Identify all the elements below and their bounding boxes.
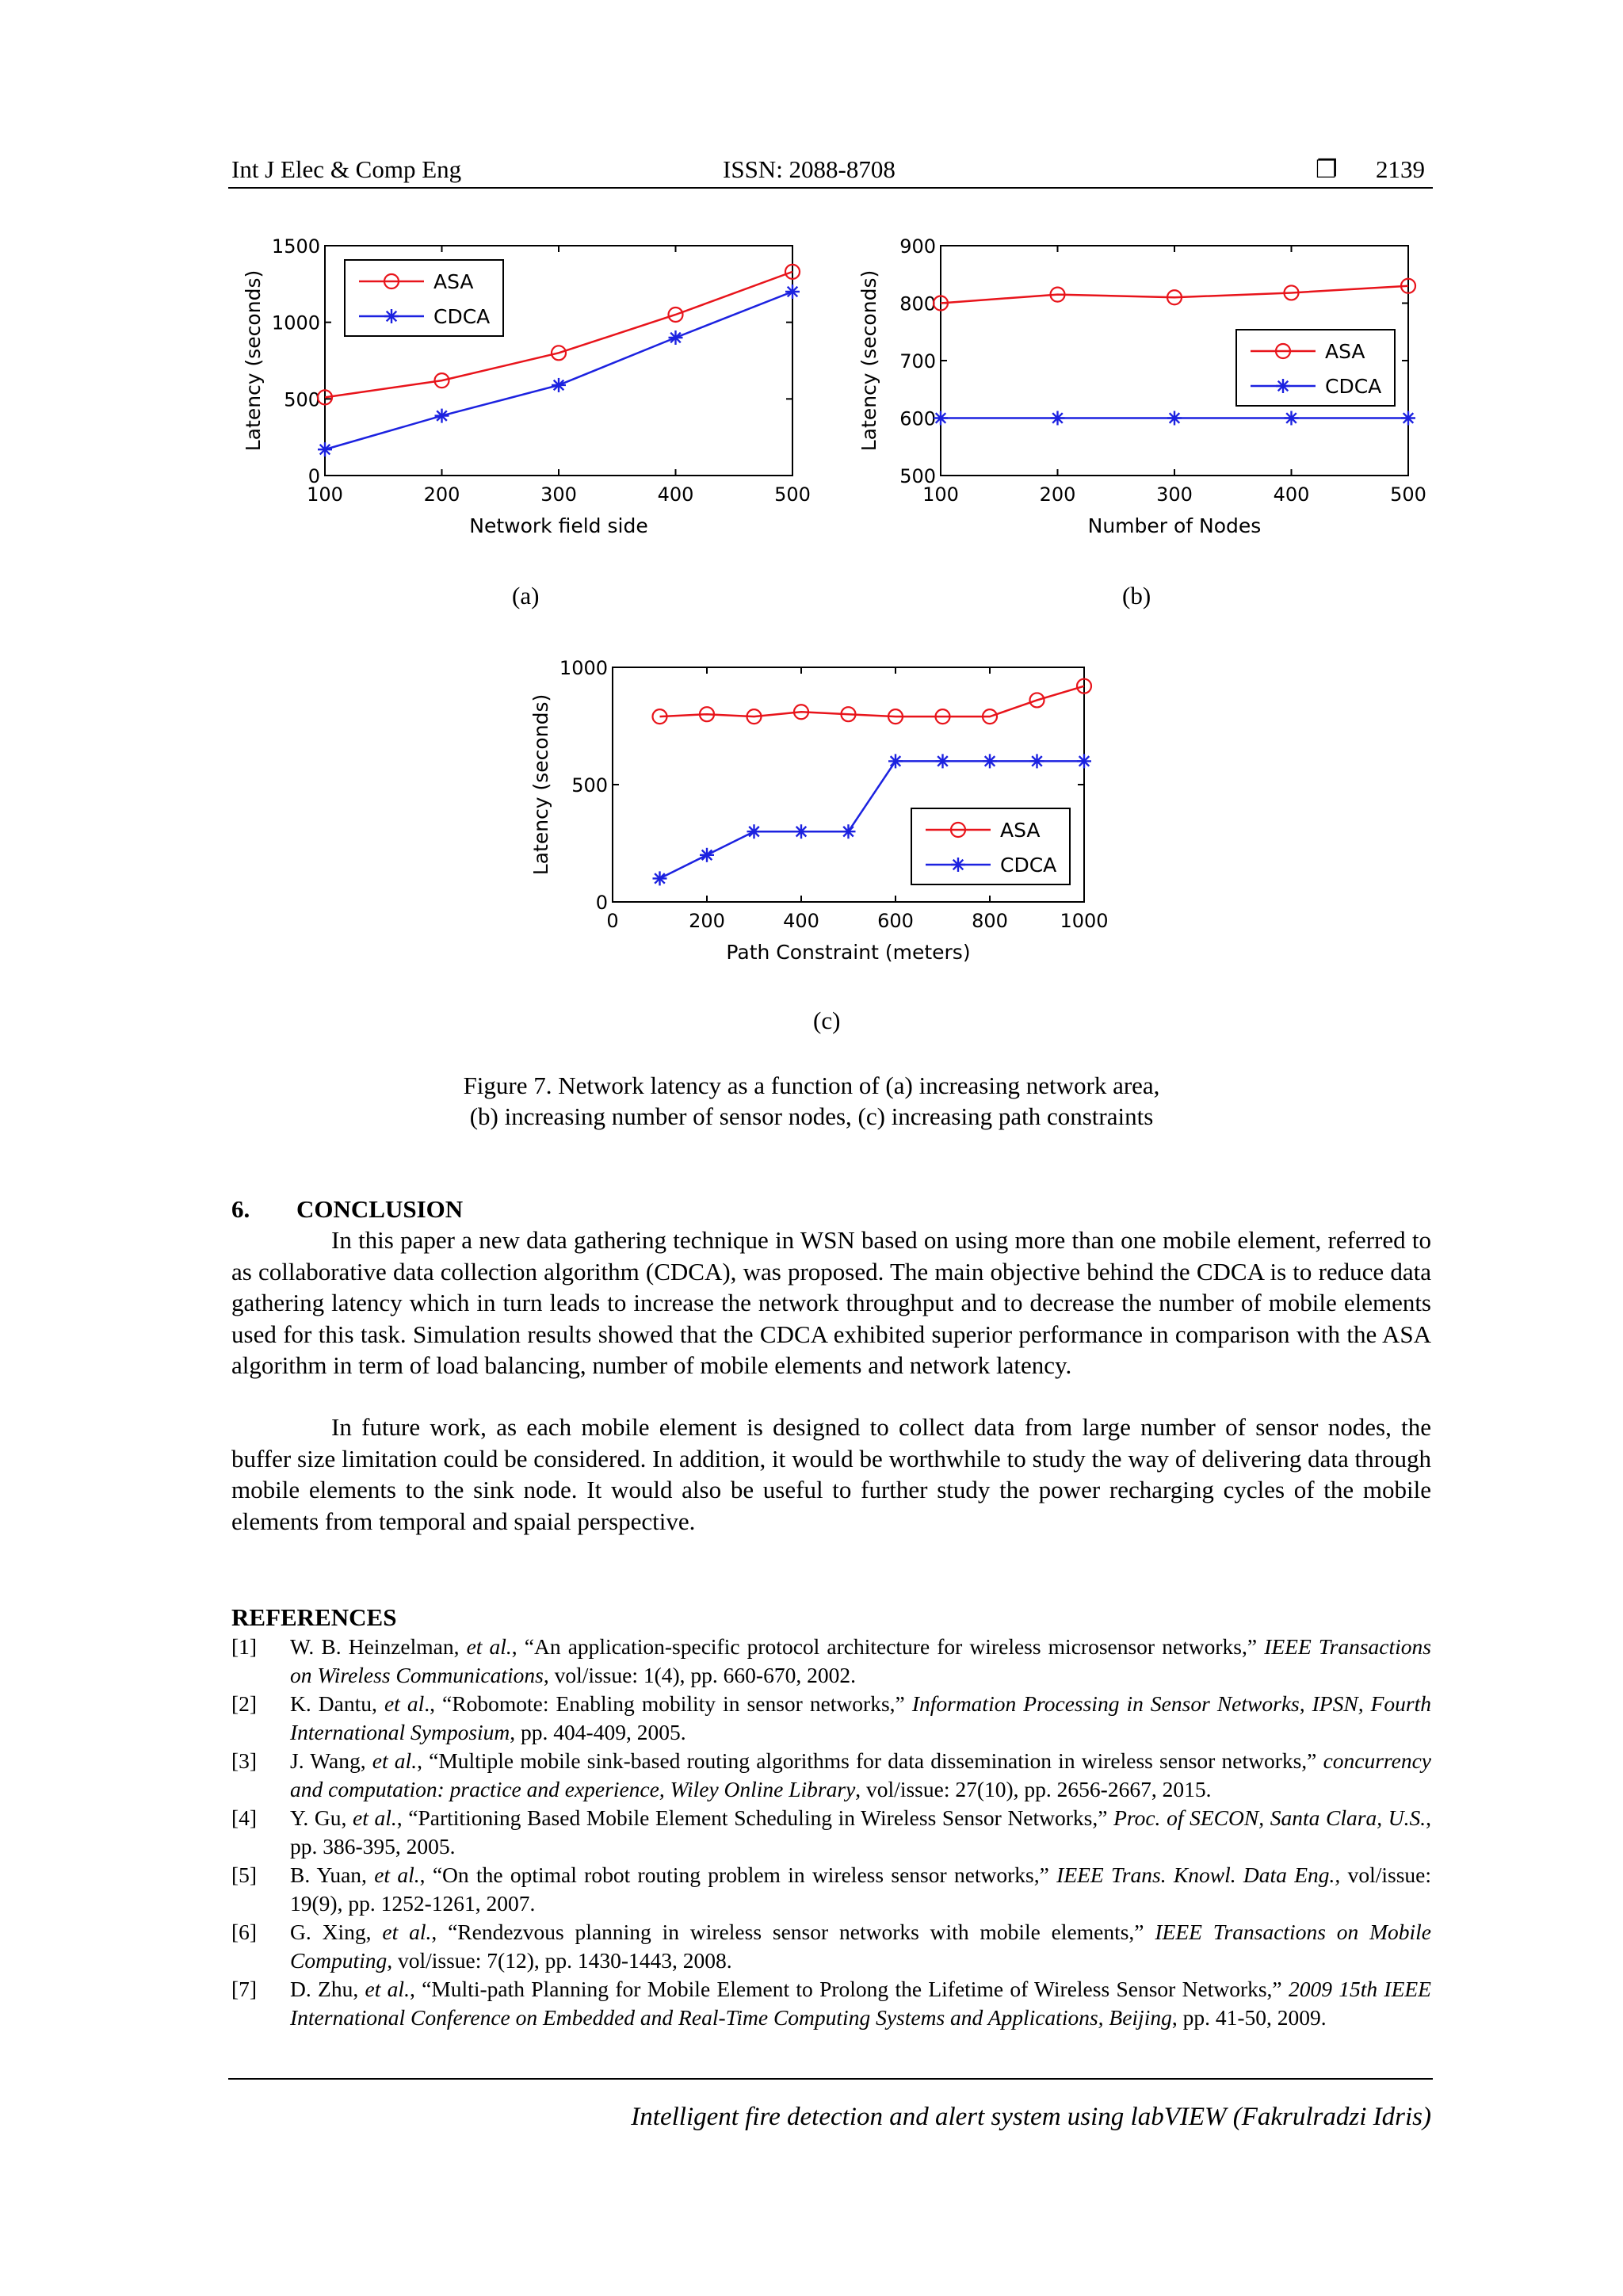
reference-etal: et al. [382, 1920, 432, 1944]
reference-number: [1] [231, 1634, 258, 1659]
data-point-cdca [552, 378, 566, 392]
section-title: CONCLUSION [296, 1195, 464, 1223]
y-tick-label: 500 [899, 465, 936, 487]
x-axis-label: Path Constraint (meters) [726, 941, 971, 964]
y-tick-label: 800 [899, 292, 936, 315]
reference-authors: B. Yuan, [290, 1862, 367, 1887]
reference-number: [4] [231, 1805, 258, 1830]
y-tick-label: 600 [899, 407, 936, 430]
sub-label-a: (a) [512, 582, 540, 609]
reference-authors: Y. Gu, [290, 1805, 347, 1830]
x-tick-label: 800 [972, 910, 1008, 932]
conclusion-paragraph-1: In this paper a new data gathering technique in WSN based on using more than one mobile element, referred to as collaborative data collection algorithm (CDCA), was proposed. The main objective behind the CDCA is to reduce data gathering latency which in turn leads to increase the network throughput and to decrease the number of mobile elements used for this task. Simulation results showed that the CDCA exhibited superior performance in comparison with the ASA algorithm in term of load balancing, number of mobile elements and network latency. [231, 1226, 1431, 1379]
legend-label: ASA [433, 270, 474, 293]
reference-number: [2] [231, 1691, 258, 1716]
reference-title: , “Rendezvous planning in wireless sensor networks with mobile elements,” [431, 1920, 1155, 1944]
x-tick-label: 500 [774, 483, 811, 506]
page-box-icon: ❐ [1316, 155, 1338, 183]
reference-text [290, 1861, 1431, 1918]
y-tick-label: 500 [571, 774, 608, 797]
reference-item [231, 1747, 1431, 1804]
reference-venue: 2009 15th IEEE International Conference on Embedded and Real-Time Computing Systems and Applications, Beijing [290, 1977, 1431, 2030]
y-tick-label: 700 [899, 350, 936, 372]
reference-etal: et al. [352, 1805, 397, 1830]
y-axis-label: Latency (seconds) [529, 693, 552, 876]
reference-venue: IEEE Trans. Knowl. Data Eng., [1056, 1862, 1341, 1887]
sub-label-c: (c) [813, 1007, 841, 1034]
reference-etal: et al. [466, 1634, 512, 1659]
reference-item [231, 1633, 1431, 1690]
x-tick-label: 0 [606, 910, 619, 932]
x-tick-label: 500 [1390, 483, 1426, 506]
x-tick-label: 100 [307, 483, 343, 506]
reference-authors: D. Zhu, [290, 1977, 359, 2001]
y-axis-label: Latency (seconds) [857, 269, 880, 452]
reference-etal: et al [384, 1691, 425, 1716]
reference-item [231, 1918, 1431, 1975]
y-tick-label: 1000 [271, 311, 320, 334]
references-heading: REFERENCES [231, 1603, 397, 1631]
reference-details: , vol/issue: 27(10), pp. 2656-2667, 2015. [855, 1777, 1212, 1801]
reference-item [231, 1975, 1431, 2032]
x-axis-label: Number of Nodes [1087, 514, 1262, 537]
reference-details: , pp. 404-409, 2005. [510, 1720, 686, 1744]
legend-label: CDCA [1000, 854, 1057, 877]
reference-venue: Information Processing in Sensor Networks, IPSN, Fourth International Symposium [290, 1691, 1432, 1744]
x-tick-label: 1000 [1060, 910, 1109, 932]
x-tick-label: 400 [783, 910, 819, 932]
figure-caption-line1: Figure 7. Network latency as a function of (a) increasing network area, [463, 1072, 1160, 1099]
reference-text [290, 1633, 1431, 1690]
legend-marker-cdca [384, 309, 399, 323]
reference-list [231, 1633, 1431, 2032]
legend-label: CDCA [433, 305, 491, 328]
reference-item [231, 1861, 1431, 1918]
reference-authors: K. Dantu, [290, 1691, 377, 1716]
running-header-issn: ISSN: 2088-8708 [723, 155, 896, 183]
footer-rule [228, 2078, 1433, 2080]
chart-a [230, 230, 832, 547]
reference-venue: IEEE Transactions on Mobile Computing, [290, 1920, 1432, 1973]
reference-title: , “Multiple mobile sink-based routing algorithms for data dissemination in wireless sensor networks,” [417, 1748, 1323, 1773]
x-tick-label: 200 [1039, 483, 1076, 506]
running-header-journal: Int J Elec & Comp Eng [231, 155, 462, 183]
reference-text [290, 1918, 1431, 1975]
reference-number: [6] [231, 1920, 258, 1944]
x-tick-label: 200 [689, 910, 725, 932]
reference-etal: et al. [365, 1977, 410, 2001]
x-tick-label: 300 [540, 483, 577, 506]
chart-b [840, 230, 1442, 547]
page-number: 2139 [1376, 155, 1425, 183]
reference-text [290, 1747, 1431, 1804]
x-tick-label: 600 [877, 910, 914, 932]
x-tick-label: 400 [657, 483, 694, 506]
reference-title: , “An application-specific protocol architecture for wireless microsensor networks,” [511, 1634, 1265, 1659]
reference-title: , “On the optimal robot routing problem in wireless sensor networks,” [419, 1862, 1057, 1887]
reference-title: , “Partitioning Based Mobile Element Scheduling in Wireless Sensor Networks,” [396, 1805, 1114, 1830]
reference-text [290, 1975, 1431, 2032]
data-point-cdca [669, 330, 683, 345]
chart-c [507, 654, 1109, 975]
reference-etal: et al. [374, 1862, 420, 1887]
reference-details: , pp. 41-50, 2009. [1171, 2005, 1327, 2030]
header-rule [228, 187, 1433, 189]
x-tick-label: 300 [1156, 483, 1193, 506]
reference-title: ., “Robomote: Enabling mobility in sensor networks,” [424, 1691, 912, 1716]
reference-details: , vol/issue: 1(4), pp. 660-670, 2002. [543, 1663, 856, 1687]
reference-details: , pp. 386-395, 2005. [290, 1805, 1431, 1859]
figure-caption [231, 1070, 1392, 1132]
reference-etal: et al. [372, 1748, 418, 1773]
reference-venue: IEEE Transactions on Wireless Communications [290, 1634, 1431, 1687]
reference-number: [3] [231, 1748, 258, 1773]
y-tick-label: 900 [899, 235, 936, 258]
x-tick-label: 100 [922, 483, 959, 506]
reference-authors: W. B. Heinzelman, [290, 1634, 460, 1659]
x-axis-label: Network field side [469, 514, 648, 537]
reference-authors: J. Wang, [290, 1748, 366, 1773]
reference-text [290, 1804, 1431, 1861]
y-tick-label: 0 [307, 465, 320, 487]
legend-label: CDCA [1325, 375, 1382, 398]
y-tick-label: 0 [595, 892, 608, 914]
reference-details: vol/issue: 7(12), pp. 1430-1443, 2008. [392, 1948, 732, 1973]
reference-item [231, 1690, 1431, 1747]
y-tick-label: 500 [284, 388, 320, 411]
sub-label-b: (b) [1122, 582, 1151, 609]
figure-caption-line2: (b) increasing number of sensor nodes, (c) increasing path constraints [469, 1102, 1154, 1130]
x-tick-label: 200 [423, 483, 460, 506]
reference-venue: concurrency and computation: practice and experience, Wiley Online Library [290, 1748, 1431, 1801]
reference-authors: G. Xing, [290, 1920, 372, 1944]
data-point-cdca [785, 285, 800, 299]
y-tick-label: 1500 [271, 235, 320, 258]
reference-venue: Proc. of SECON, Santa Clara, U.S. [1113, 1805, 1426, 1830]
reference-text [290, 1690, 1431, 1747]
conclusion-paragraph-2: In future work, as each mobile element is designed to collect data from large number of sensor nodes, the buffer size limitation could be considered. In addition, it would be worthwhile to study the way of delivering data through mobile elements to the sink node. It would also be useful to further study the power recharging cycles of the mobile elements from temporal and spaial perspective. [231, 1413, 1431, 1535]
reference-number: [5] [231, 1862, 258, 1887]
reference-item [231, 1804, 1431, 1861]
reference-title: , “Multi-path Planning for Mobile Element to Prolong the Lifetime of Wireless Sensor Networks,” [409, 1977, 1289, 2001]
legend-label: ASA [1000, 819, 1041, 842]
legend-label: ASA [1325, 340, 1365, 363]
y-tick-label: 1000 [559, 657, 608, 679]
running-footer: Intelligent fire detection and alert system using labVIEW (Fakrulradzi Idris) [631, 2103, 1431, 2131]
y-axis-label: Latency (seconds) [242, 269, 265, 452]
x-tick-label: 400 [1273, 483, 1310, 506]
reference-number: [7] [231, 1977, 258, 2001]
section-number: 6. [231, 1195, 250, 1223]
reference-details: vol/issue: 19(9), pp. 1252-1261, 2007. [290, 1862, 1431, 1916]
